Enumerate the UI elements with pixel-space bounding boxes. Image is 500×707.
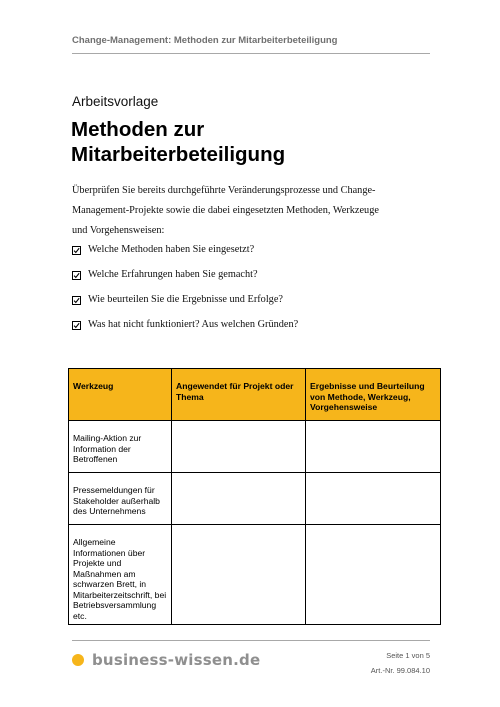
- checklist-item-text: Welche Methoden haben Sie eingesetzt?: [88, 244, 255, 255]
- column-header-results: Ergebnisse und Beurteilung von Methode, Werkzeug, Vorgehensweise: [306, 369, 441, 421]
- tool-cell: Mailing-Aktion zur Information der Betroffenen: [69, 421, 172, 473]
- results-cell[interactable]: [306, 421, 441, 473]
- document-type: Arbeitsvorlage: [72, 94, 159, 109]
- intro-paragraph: [72, 181, 379, 242]
- checked-box-icon: [72, 296, 81, 305]
- intro-line-1: Überprüfen Sie bereits durchgeführte Veränderungsprozesse und Change-: [72, 185, 376, 196]
- project-cell[interactable]: [172, 421, 306, 473]
- logo-dot-icon: [72, 654, 84, 666]
- page-title-line-2: Mitarbeiterbeteiligung: [71, 143, 286, 166]
- results-cell[interactable]: [306, 525, 441, 625]
- running-header: Change-Management: Methoden zur Mitarbeiterbeteiligung: [72, 35, 338, 46]
- checked-box-icon: [72, 321, 81, 330]
- question-checklist: [72, 243, 412, 343]
- footer-divider: [72, 640, 430, 641]
- intro-line-2: Management-Projekte sowie die dabei eingesetzten Methoden, Werkzeuge: [72, 205, 379, 217]
- page-number: Seite 1 von 5: [386, 651, 430, 660]
- column-header-tool: Werkzeug: [69, 369, 172, 421]
- tool-cell: Pressemeldungen für Stakeholder außerhalb des Unternehmens: [69, 473, 172, 525]
- table-row: [69, 525, 441, 625]
- table-row: [69, 421, 441, 473]
- project-cell[interactable]: [172, 525, 306, 625]
- header-divider: [72, 53, 430, 54]
- page-title-line-1: Methoden zur: [71, 118, 205, 141]
- checklist-item: [72, 268, 412, 293]
- results-cell[interactable]: [306, 473, 441, 525]
- checklist-item-text: Wie beurteilen Sie die Ergebnisse und Erfolge?: [88, 294, 283, 305]
- table-row: [69, 473, 441, 525]
- table-header-row: [69, 369, 441, 421]
- checklist-item: [72, 318, 412, 343]
- article-number: Art.-Nr. 99.084.10: [370, 665, 430, 675]
- tool-cell: Allgemeine Informationen über Projekte und Maßnahmen am schwarzen Brett, in Mitarbeiterzeitschrift, bei Betriebsversammlung etc.: [69, 525, 172, 625]
- checklist-item-text: Welche Erfahrungen haben Sie gemacht?: [88, 269, 258, 280]
- column-header-project: Angewendet für Projekt oder Thema: [172, 369, 306, 421]
- intro-line-3: und Vorgehensweisen:: [72, 225, 165, 237]
- logo-text: business-wissen.de: [92, 651, 261, 669]
- checklist-item: [72, 243, 412, 268]
- checklist-item-text: Was hat nicht funktioniert? Aus welchen Gründen?: [88, 319, 299, 330]
- page-info: [371, 649, 430, 678]
- page-title: [71, 117, 431, 167]
- checklist-item: [72, 293, 412, 318]
- project-cell[interactable]: [172, 473, 306, 525]
- method-evaluation-table: [68, 368, 441, 625]
- checked-box-icon: [72, 246, 81, 255]
- checked-box-icon: [72, 271, 81, 280]
